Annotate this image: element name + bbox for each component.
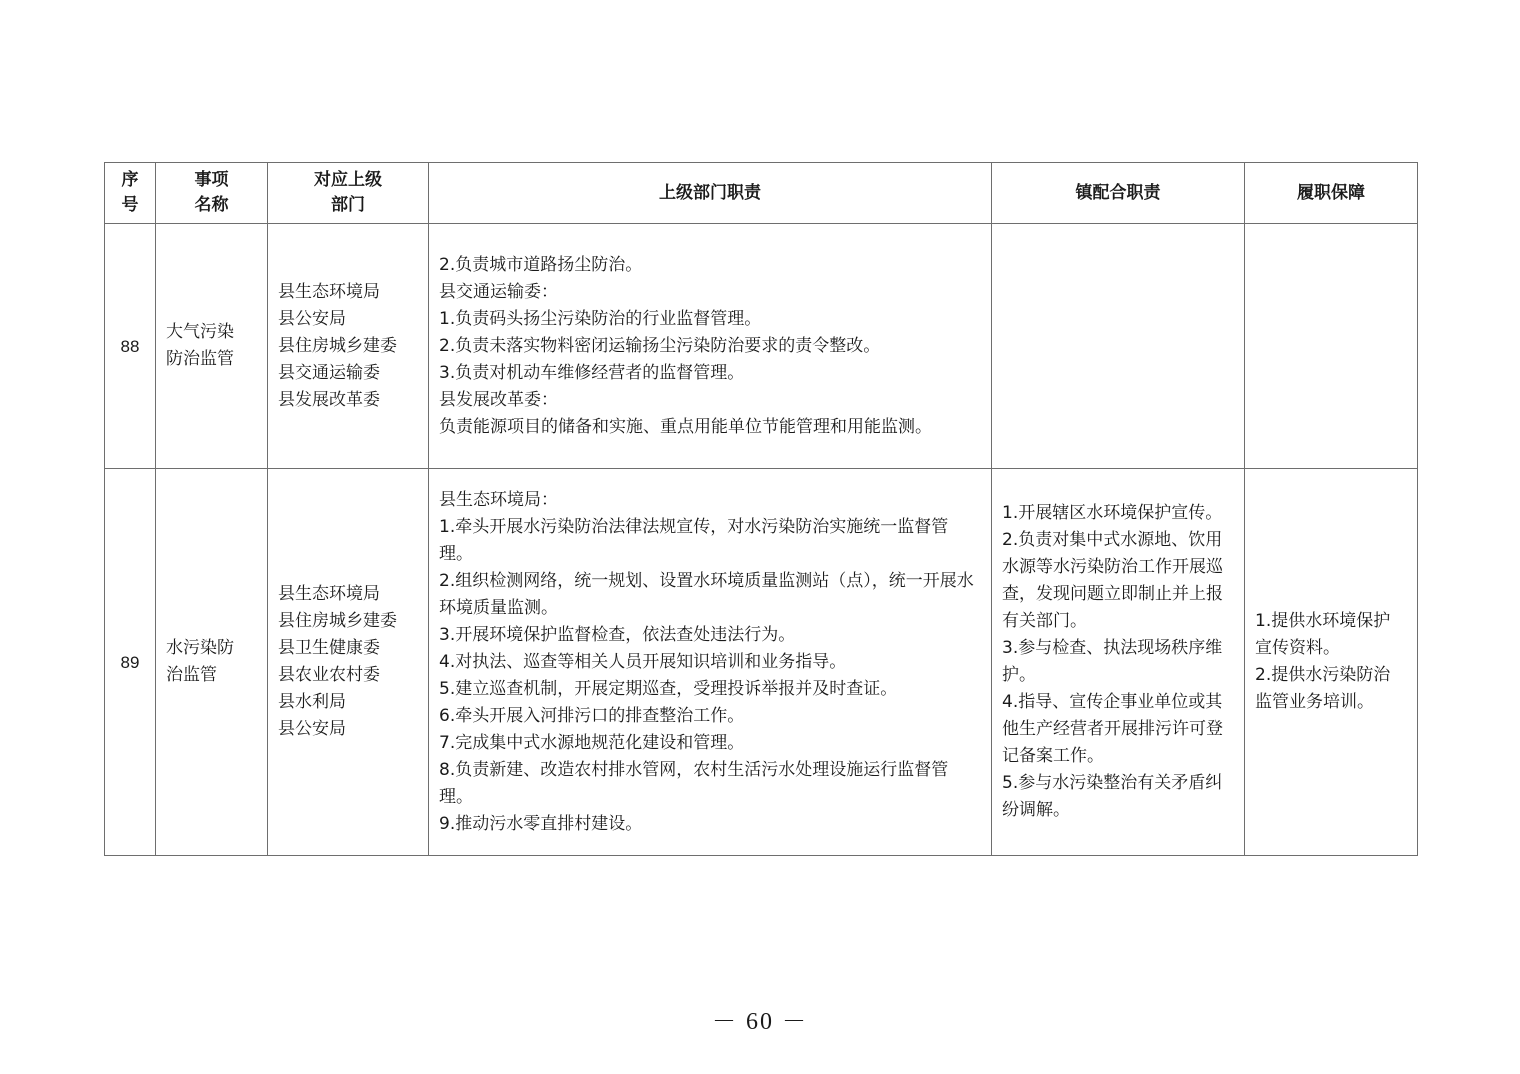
row-item-name: 大气污染 防治监管: [156, 224, 268, 469]
row-town-duty: [992, 224, 1245, 469]
row-town-duty: 1.开展辖区水环境保护宣传。 2.负责对集中式水源地、饮用水源等水污染防治工作开展巡查，发现问题立即制止并上报有关部门。 3.参与检查、执法现场秩序维护。 4.指导、宣传企事业单位或其他生产经营者开展排污许可登记备案工作。 5.参与水污染整治有关矛盾纠纷调解。: [992, 469, 1245, 856]
row-dept: 县生态环境局 县公安局 县住房城乡建委 县交通运输委 县发展改革委: [268, 224, 429, 469]
table-row: [105, 469, 1418, 856]
header-seq: 序 号: [105, 163, 156, 224]
duty-table: [104, 162, 1418, 856]
header-town-duty: 镇配合职责: [992, 163, 1245, 224]
header-item-name: 事项 名称: [156, 163, 268, 224]
row-upper-duty: 县生态环境局： 1.牵头开展水污染防治法律法规宣传，对水污染防治实施统一监督管理。 2.组织检测网络，统一规划、设置水环境质量监测站（点），统一开展水环境质量监测。 3.开展环境保护监督检查，依法查处违法行为。 4.对执法、巡查等相关人员开展知识培训和业务指导。 5.建立巡查机制，开展定期巡查，受理投诉举报并及时查证。 6.牵头开展入河排污口的排查整治工作。 7.完成集中式水源地规范化建设和管理。 8.负责新建、改造农村排水管网，农村生活污水处理设施运行监督管理。 9.推动污水零直排村建设。: [429, 469, 992, 856]
table-row: [105, 224, 1418, 469]
header-upper-duty: 上级部门职责: [429, 163, 992, 224]
header-guarantee: 履职保障: [1245, 163, 1418, 224]
page-number: － 60 －: [712, 1009, 808, 1035]
row-upper-duty: 2.负责城市道路扬尘防治。 县交通运输委： 1.负责码头扬尘污染防治的行业监督管理。 2.负责未落实物料密闭运输扬尘污染防治要求的责令整改。 3.负责对机动车维修经营者的监督管理。 县发展改革委： 负责能源项目的储备和实施、重点用能单位节能管理和用能监测。: [429, 224, 992, 469]
row-seq: 88: [105, 224, 156, 469]
row-item-name: 水污染防 治监管: [156, 469, 268, 856]
row-guarantee: [1245, 224, 1418, 469]
row-guarantee: 1.提供水环境保护宣传资料。 2.提供水污染防治监管业务培训。: [1245, 469, 1418, 856]
row-dept: 县生态环境局 县住房城乡建委 县卫生健康委 县农业农村委 县水利局 县公安局: [268, 469, 429, 856]
header-dept: 对应上级 部门: [268, 163, 429, 224]
table-header-row: [105, 163, 1418, 224]
row-seq: 89: [105, 469, 156, 856]
